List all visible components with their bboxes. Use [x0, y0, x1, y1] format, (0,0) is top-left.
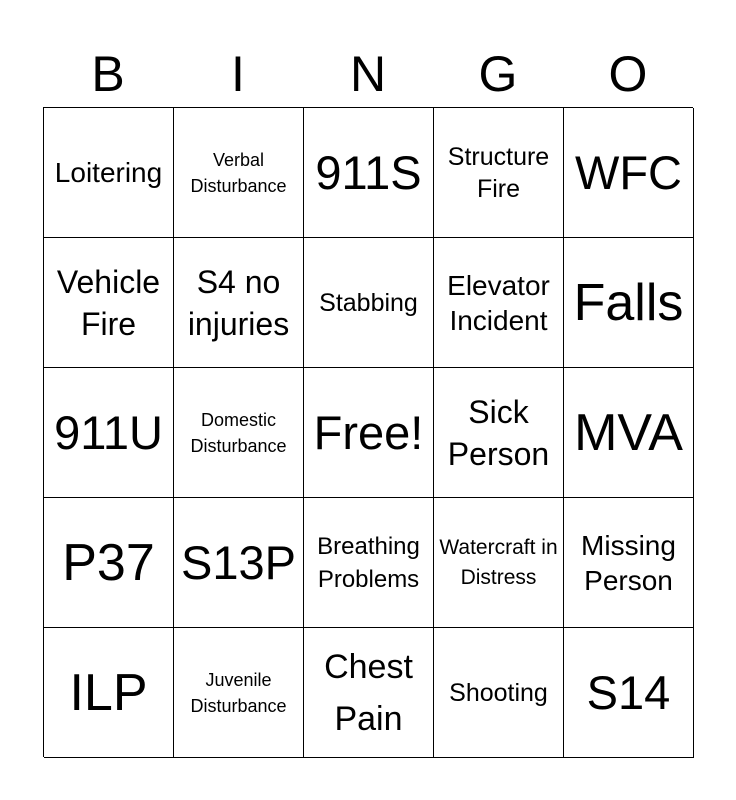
- bingo-cell[interactable]: [174, 368, 304, 498]
- cell-label: Watercraft in Distress: [439, 535, 558, 589]
- bingo-cell[interactable]: [174, 498, 304, 628]
- bingo-cell[interactable]: [304, 238, 434, 368]
- cell-label: Juvenile Disturbance: [190, 669, 287, 716]
- bingo-cell[interactable]: [434, 108, 564, 238]
- cell-label: Loitering: [54, 157, 163, 188]
- cell-label: Chest Pain: [324, 647, 413, 738]
- bingo-cell[interactable]: [564, 238, 694, 368]
- bingo-cell[interactable]: [564, 368, 694, 498]
- bingo-board: [43, 107, 693, 757]
- bingo-cell[interactable]: [304, 628, 434, 758]
- bingo-cell[interactable]: [434, 238, 564, 368]
- cell-label: Domestic Disturbance: [190, 409, 287, 456]
- cell-label: S4 no injuries: [187, 263, 290, 342]
- bingo-cell[interactable]: [304, 108, 434, 238]
- bingo-header: [43, 40, 693, 108]
- bingo-cell[interactable]: [434, 498, 564, 628]
- header-letter-i: I: [231, 46, 245, 102]
- cell-label: MVA: [574, 403, 683, 462]
- bingo-cell[interactable]: [44, 368, 174, 498]
- bingo-cell[interactable]: [564, 108, 694, 238]
- cell-label: S13P: [181, 535, 296, 589]
- bingo-cell[interactable]: [174, 108, 304, 238]
- cell-label: 911U: [54, 405, 163, 459]
- bingo-cell[interactable]: [304, 368, 434, 498]
- cell-label: Shooting: [449, 678, 548, 707]
- bingo-cell[interactable]: [44, 108, 174, 238]
- bingo-cell[interactable]: [44, 628, 174, 758]
- bingo-cell[interactable]: [564, 628, 694, 758]
- bingo-cell[interactable]: [44, 238, 174, 368]
- cell-label: Free!: [313, 405, 424, 459]
- cell-label: 911S: [315, 145, 422, 199]
- header-letter-o: O: [608, 46, 648, 102]
- cell-label: ILP: [69, 663, 148, 722]
- cell-label: Vehicle Fire: [56, 263, 161, 342]
- cell-label: Verbal Disturbance: [190, 149, 287, 196]
- bingo-cell[interactable]: [174, 238, 304, 368]
- cell-label: WFC: [574, 145, 682, 199]
- cell-label: S14: [586, 665, 671, 719]
- header-letter-b: B: [91, 46, 125, 102]
- bingo-cell[interactable]: [44, 498, 174, 628]
- cell-label: Falls: [573, 273, 684, 332]
- cell-label: P37: [62, 533, 155, 592]
- header-letter-g: G: [478, 46, 518, 102]
- cell-label: Stabbing: [319, 288, 418, 317]
- cell-label: Elevator Incident: [447, 269, 550, 336]
- cell-label: Breathing Problems: [317, 532, 420, 593]
- cell-label: Sick Person: [447, 393, 550, 472]
- bingo-cell[interactable]: [304, 498, 434, 628]
- bingo-cell[interactable]: [174, 628, 304, 758]
- header-letter-n: N: [349, 46, 387, 102]
- bingo-cell[interactable]: [434, 368, 564, 498]
- bingo-cell[interactable]: [564, 498, 694, 628]
- cell-label: Structure Fire: [447, 142, 550, 203]
- cell-label: Missing Person: [581, 529, 676, 596]
- bingo-cell[interactable]: [434, 628, 564, 758]
